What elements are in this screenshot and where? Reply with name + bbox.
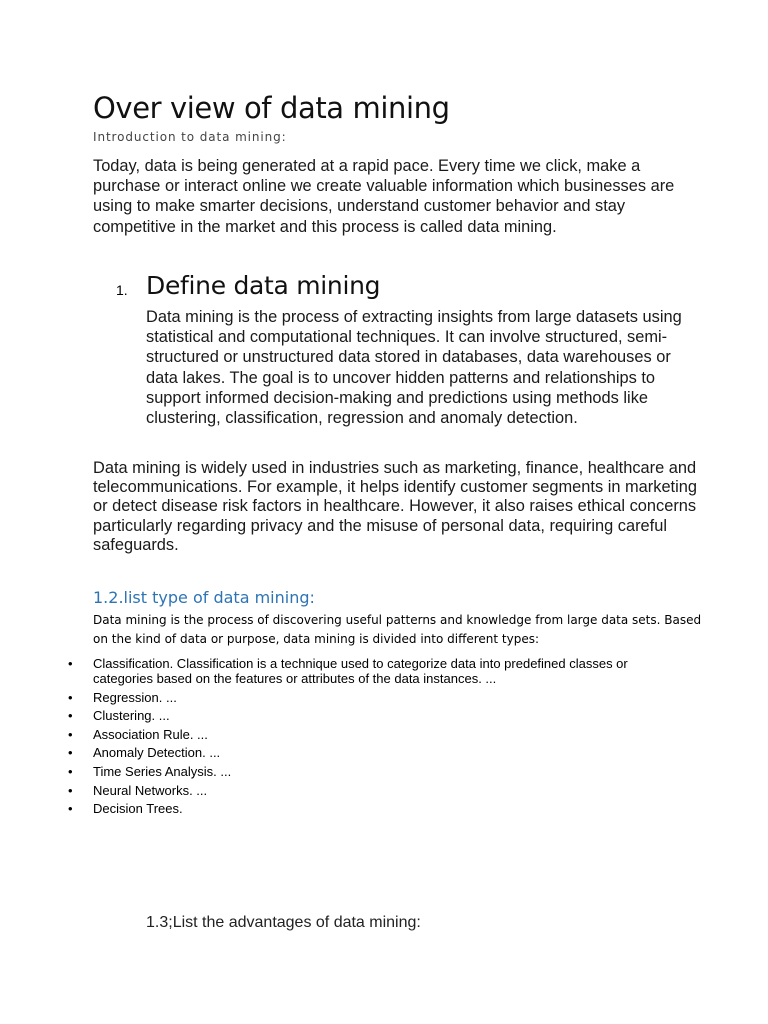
page-title: Over view of data mining [93,91,450,125]
section-1-number: 1. [116,282,128,298]
list-item-text: Neural Networks. ... [93,782,208,798]
bullet-icon: • [68,689,73,705]
list-item [66,783,686,798]
list-item-text: Regression. ... [93,689,177,705]
bullet-icon: • [68,745,73,761]
list-item-text: Decision Trees. [93,801,183,817]
industries-paragraph: Data mining is widely used in industries such as marketing, finance, healthcare and telecommunications. For example, it helps identify customer segments in marketing or detect disease risk factors in healthcare. However, it also raises ethical concerns particularly regarding privacy and the misuse of personal data, requiring careful safeguards. [93,459,697,554]
types-list [66,656,686,820]
define-paragraph: Data mining is the process of extracting insights from large datasets using statistical and computational techniques. It can involve structured, semi-structured or unstructured data stored in databases, data warehouses or data lakes. The goal is to uncover hidden patterns and relationships to support informed decision-making and predictions using methods like clustering, classification, regression and anomaly detection. [146,308,682,428]
list-item [66,764,686,779]
bullet-icon: • [68,708,73,724]
list-item [66,745,686,760]
list-item [66,801,686,816]
list-item [66,690,686,705]
section-3-heading: 1.3;List the advantages of data mining: [146,914,421,931]
bullet-icon: • [68,782,73,798]
list-item-text: Time Series Analysis. ... [93,763,232,779]
list-item-text: Classification. Classification is a technique used to categorize data into predefined classes or categories based on the features or attributes of the data instances. ... [93,656,628,686]
list-item [66,708,686,723]
list-item-text: Association Rule. ... [93,726,208,742]
bullet-icon: • [68,763,73,779]
list-item-text: Anomaly Detection. ... [93,745,221,761]
page-subtitle: Introduction to data mining: [93,130,287,144]
section-2-heading: 1.2.list type of data mining: [93,588,315,607]
section-1-heading: Define data mining [146,271,381,300]
bullet-icon: • [68,801,73,817]
types-intro-paragraph: Data mining is the process of discovering useful patterns and knowledge from large data sets. Based on the kind of data or purpose, data mining is divided into different types: [93,613,702,646]
list-item-text: Clustering. ... [93,708,170,724]
intro-paragraph: Today, data is being generated at a rapid pace. Every time we click, make a purchase or interact online we create valuable information which businesses are using to make smarter decisions, understand customer behavior and stay competitive in the market and this process is called data mining. [93,157,675,236]
bullet-icon: • [68,656,73,671]
bullet-icon: • [68,726,73,742]
list-item [66,727,686,742]
list-item [66,656,686,686]
